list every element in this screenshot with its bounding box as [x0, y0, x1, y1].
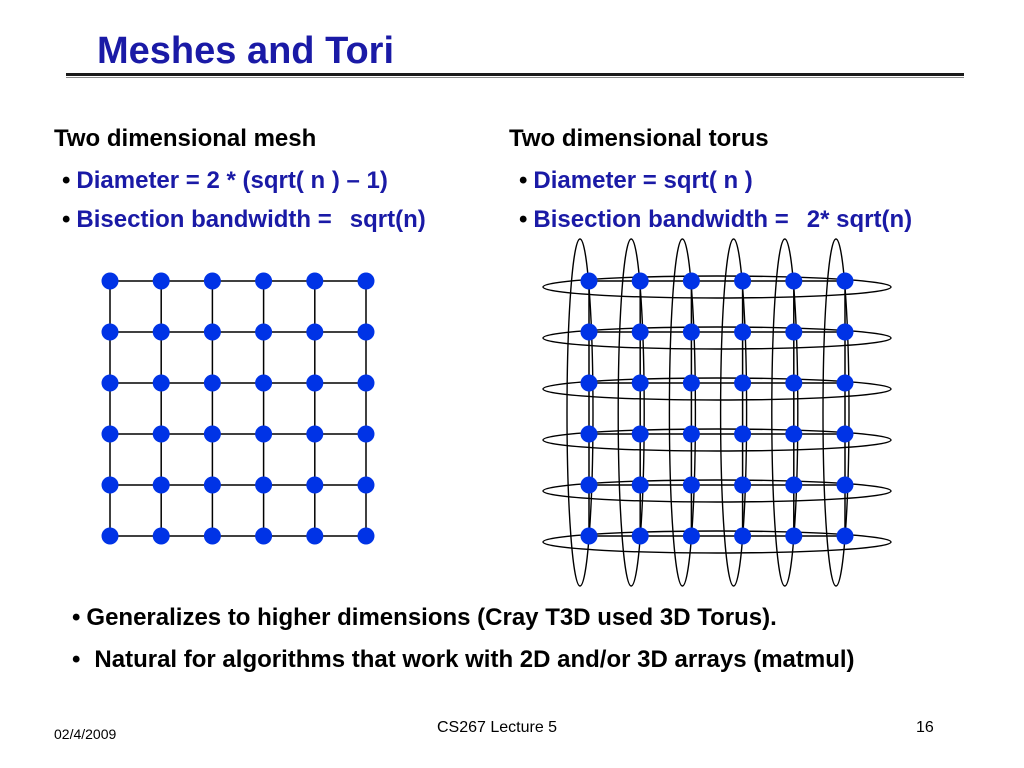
- torus-node: [837, 375, 854, 392]
- bullet-glyph: •: [519, 206, 528, 233]
- torus-node: [632, 324, 649, 341]
- torus-diagram: [543, 239, 891, 586]
- mesh-diameter-text: Diameter = 2 * (sqrt( n ) – 1): [76, 167, 388, 194]
- generalizes-bullet: [72, 604, 777, 632]
- torus-diameter-text: Diameter = sqrt( n ): [533, 167, 753, 194]
- mesh-node: [102, 426, 119, 443]
- torus-node: [837, 528, 854, 545]
- mesh-node: [102, 273, 119, 290]
- mesh-bisection-value: sqrt(n): [349, 206, 426, 233]
- mesh-node: [255, 375, 272, 392]
- bullet-glyph: •: [62, 167, 71, 194]
- mesh-node: [358, 324, 375, 341]
- mesh-node: [358, 375, 375, 392]
- bullet-glyph: •: [72, 646, 81, 673]
- mesh-node: [153, 528, 170, 545]
- torus-bisection-label: Bisection bandwidth =: [533, 206, 789, 233]
- torus-node: [632, 477, 649, 494]
- mesh-node: [204, 375, 221, 392]
- mesh-node: [153, 477, 170, 494]
- mesh-node: [255, 528, 272, 545]
- torus-node: [632, 528, 649, 545]
- torus-node: [581, 528, 598, 545]
- torus-node: [734, 324, 751, 341]
- mesh-node: [358, 477, 375, 494]
- torus-node: [734, 273, 751, 290]
- torus-node: [734, 426, 751, 443]
- natural-bullet: [72, 646, 855, 674]
- torus-node: [785, 477, 802, 494]
- bullet-glyph: •: [72, 604, 81, 631]
- mesh-node: [204, 324, 221, 341]
- footer-date: 02/4/2009: [54, 726, 117, 742]
- torus-node: [837, 477, 854, 494]
- mesh-bisection-label: Bisection bandwidth =: [76, 206, 332, 233]
- torus-node: [632, 375, 649, 392]
- torus-node: [581, 375, 598, 392]
- mesh-node: [358, 426, 375, 443]
- torus-node: [785, 324, 802, 341]
- mesh-node: [255, 273, 272, 290]
- torus-node: [837, 426, 854, 443]
- bullet-glyph: •: [62, 206, 71, 233]
- mesh-heading: Two dimensional mesh: [54, 125, 317, 152]
- mesh-node: [306, 477, 323, 494]
- torus-node: [683, 426, 700, 443]
- mesh-node: [153, 426, 170, 443]
- mesh-node: [255, 324, 272, 341]
- mesh-node: [255, 477, 272, 494]
- mesh-node: [306, 375, 323, 392]
- mesh-node: [102, 324, 119, 341]
- generalizes-text: Generalizes to higher dimensions (Cray T3D used 3D Torus).: [86, 604, 777, 631]
- torus-node: [683, 477, 700, 494]
- mesh-node: [306, 273, 323, 290]
- torus-node: [581, 477, 598, 494]
- mesh-node: [255, 426, 272, 443]
- mesh-node: [306, 426, 323, 443]
- torus-node: [632, 426, 649, 443]
- torus-node: [683, 375, 700, 392]
- torus-node: [581, 273, 598, 290]
- torus-node: [632, 273, 649, 290]
- torus-node: [683, 273, 700, 290]
- torus-node: [683, 528, 700, 545]
- torus-node: [837, 324, 854, 341]
- torus-node: [581, 426, 598, 443]
- footer-page-number: 16: [916, 719, 934, 736]
- torus-node: [734, 477, 751, 494]
- mesh-node: [306, 528, 323, 545]
- slide-title: Meshes and Tori: [97, 30, 395, 72]
- mesh-node: [204, 426, 221, 443]
- mesh-node: [204, 477, 221, 494]
- bullet-glyph: •: [519, 167, 528, 194]
- torus-bisection-value: 2* sqrt(n): [806, 206, 913, 233]
- torus-node: [734, 528, 751, 545]
- torus-heading: Two dimensional torus: [509, 125, 769, 152]
- mesh-node: [204, 528, 221, 545]
- mesh-node: [102, 528, 119, 545]
- mesh-node: [153, 324, 170, 341]
- torus-node: [785, 273, 802, 290]
- mesh-node: [358, 273, 375, 290]
- mesh-node: [204, 273, 221, 290]
- mesh-node: [153, 273, 170, 290]
- torus-node: [785, 426, 802, 443]
- torus-node: [581, 324, 598, 341]
- torus-node: [837, 273, 854, 290]
- mesh-node: [306, 324, 323, 341]
- mesh-node: [358, 528, 375, 545]
- mesh-node: [153, 375, 170, 392]
- torus-node: [785, 375, 802, 392]
- mesh-node: [102, 375, 119, 392]
- mesh-diagram: [102, 273, 375, 545]
- torus-node: [785, 528, 802, 545]
- natural-text: Natural for algorithms that work with 2D and/or 3D arrays (matmul): [94, 646, 855, 673]
- torus-node: [734, 375, 751, 392]
- footer-course: CS267 Lecture 5: [437, 719, 558, 736]
- torus-node: [683, 324, 700, 341]
- mesh-node: [102, 477, 119, 494]
